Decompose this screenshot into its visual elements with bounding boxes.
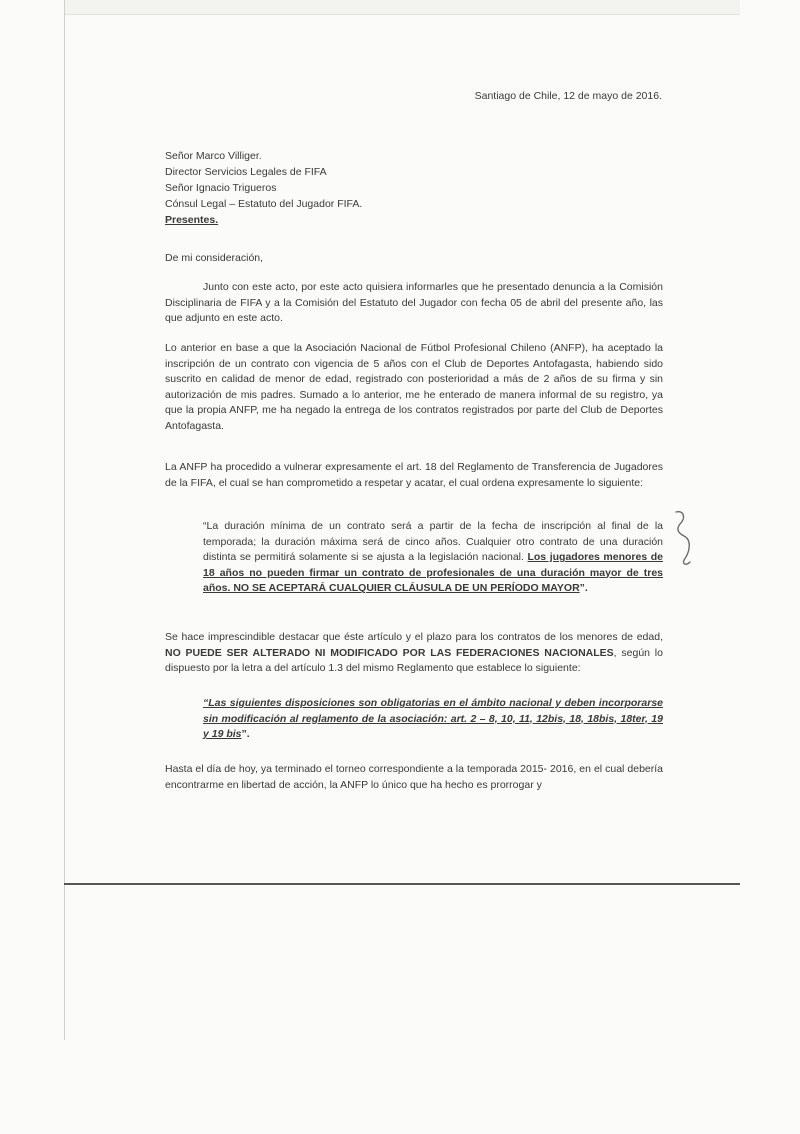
paragraph-text: Se hace imprescindible destacar que éste artículo y el plazo para los contratos de los menores de edad,: [165, 631, 663, 643]
recipients-block: [165, 148, 362, 228]
recipient-line: Señor Marco Villiger.: [165, 150, 262, 162]
recipient-line: Señor Ignacio Trigueros: [165, 182, 277, 194]
paragraph-emphasis: NO PUEDE SER ALTERADO NI MODIFICADO POR LAS FEDERACIONES NACIONALES: [165, 646, 614, 659]
quote-close: ”.: [241, 728, 250, 740]
recipient-line: Director Servicios Legales de FIFA: [165, 166, 327, 178]
quote-emphasis: “Las siguientes disposiciones son obligatorias en el ámbito nacional y deben incorporarse sin modificación al reglamento de la asociación: art. 2 – 8, 10, 11, 12bis, 18, 18bis, 18ter, 19 y 19 bis: [203, 697, 663, 740]
paragraph-denuncia: Junto con este acto, por este acto quisiera informarles que he presentado denuncia a la Comisión Disciplinaria de FIFA y a la Comisión del Estatuto del Jugador con fecha 05 de abril del presente año, las que adjunto en este acto.: [165, 281, 663, 324]
quote-article-1-3: [203, 696, 663, 743]
paragraph-antecedentes: Lo anterior en base a que la Asociación Nacional de Fútbol Profesional Chileno (ANFP), ha aceptado la inscripción de un contrato con vigencia de 5 años con el Club de Deportes Antofagasta, habiendo sido suscrito en calidad de menor de edad, registrado con posterioridad a más de 2 años de su firma y sin autorización de mis padres. Sumado a lo anterior, me he enterado de manera informal de su registro, ya que la propia ANFP, me ha negado la entrega de los contratos registrados por parte del Club de Deportes Antofagasta.: [165, 342, 663, 432]
paragraph-imprescindible: [165, 630, 663, 677]
presentes-label: Presentes.: [165, 214, 219, 226]
quote-article-18: [203, 519, 663, 597]
salutation: De mi consideración,: [165, 252, 264, 264]
quote-close: ”.: [579, 582, 588, 594]
paragraph-text-end: , según lo dispuesto por la letra a del artículo 1.3 del mismo Reglamento que establece lo siguiente:: [165, 646, 663, 674]
scan-fold-line: [64, 883, 740, 885]
quote-emphasis: Los jugadores menores de 18 años no pueden firmar un contrato de profesionales de una duración mayor de tres años. NO SE ACEPTARÁ CUALQUIER CLÁUSULA DE UN PERÍODO MAYOR: [203, 551, 664, 594]
place-date: Santiago de Chile, 12 de mayo de 2016.: [474, 90, 662, 102]
handwritten-bracket-mark-icon: [670, 508, 704, 570]
paragraph-vulneracion: La ANFP ha procedido a vulnerar expresamente el art. 18 del Reglamento de Transferencia de Jugadores de la FIFA, el cual se han comprometido a respetar y acatar, el cual ordena expresamente lo siguiente:: [165, 461, 663, 489]
quote-text: “La duración mínima de un contrato será a partir de la fecha de inscripción al final de la temporada; la duración máxima será de cinco años. Cualquier otro contrato de una duración distinta se permitirá solamente si se ajusta a la legislación nacional.: [203, 520, 663, 563]
recipient-line: Cónsul Legal – Estatuto del Jugador FIFA.: [165, 198, 363, 210]
paragraph-hasta-hoy: Hasta el día de hoy, ya terminado el torneo correspondiente a la temporada 2015- 2016, en el cual debería encontrarme en libertad de acción, la ANFP lo único que ha hecho es prorrogar y: [165, 763, 663, 791]
